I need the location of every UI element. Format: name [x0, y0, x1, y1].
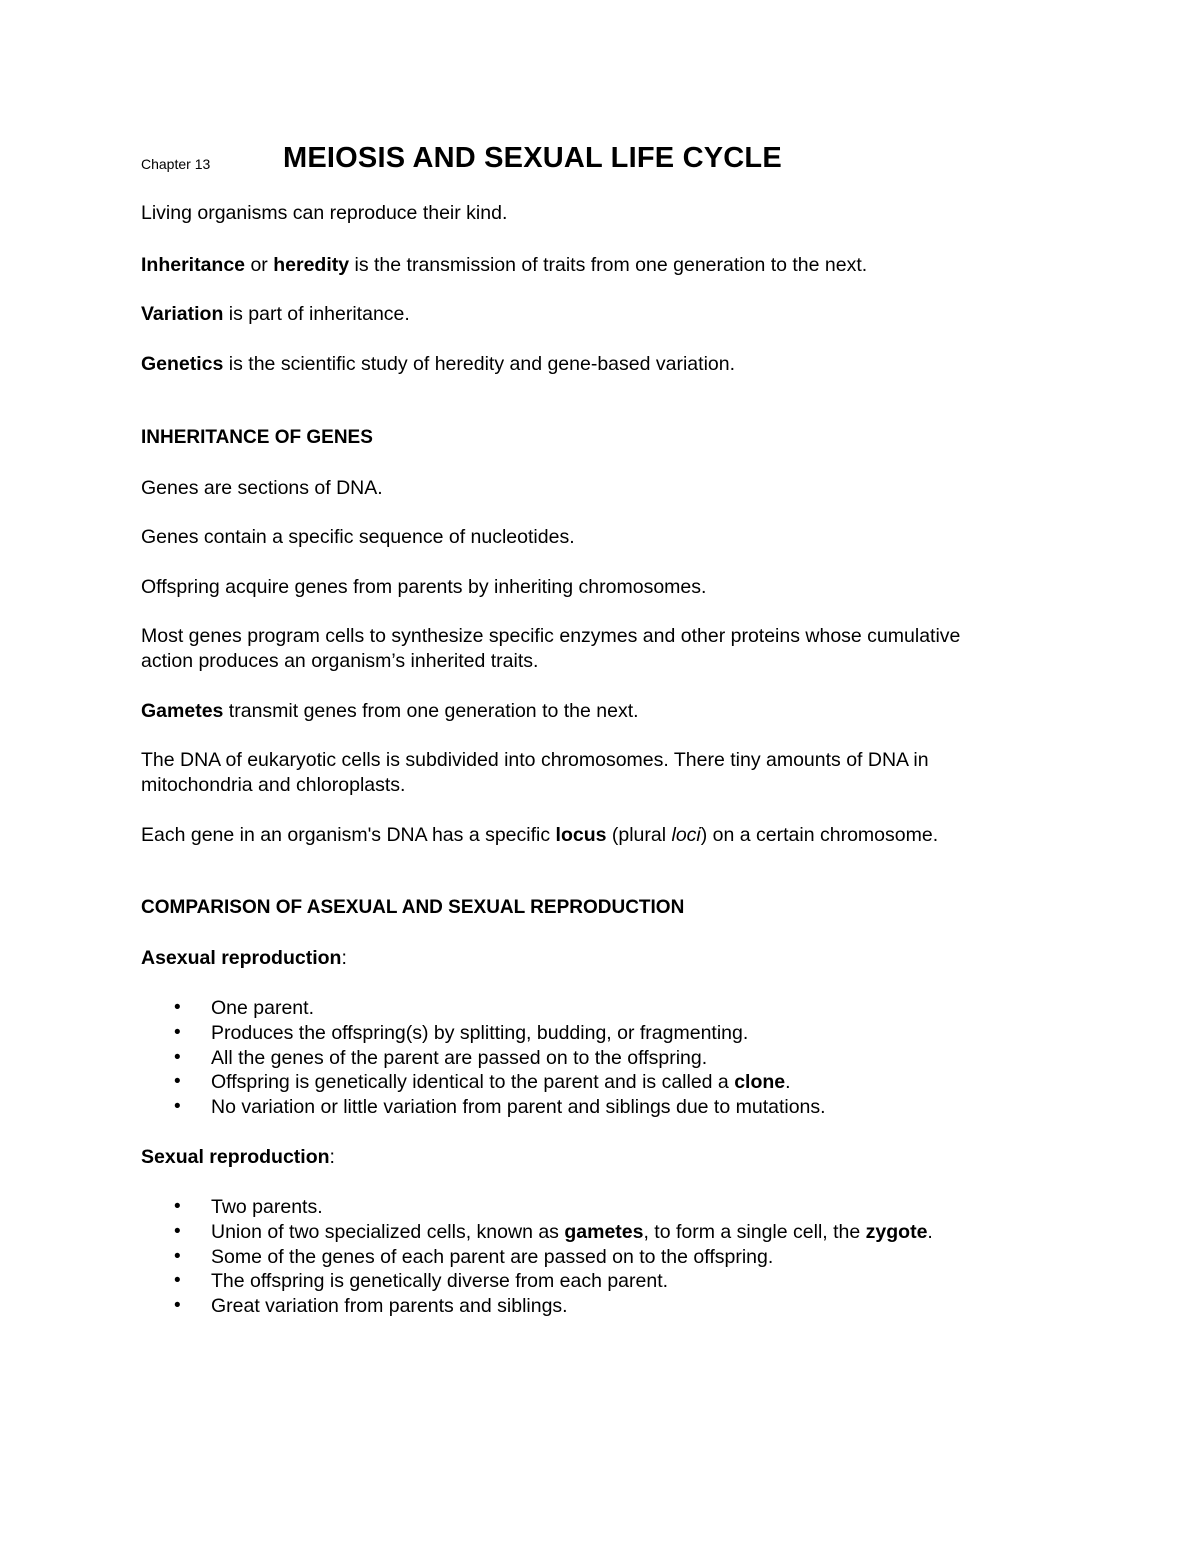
genes-paragraph-4: [141, 624, 1071, 674]
list-item-text: Some of the genes of each parent are passed on to the offspring.: [211, 1245, 774, 1268]
list-item: [141, 1021, 1071, 1046]
list-item-text: Great variation from parents and siblings.: [211, 1295, 568, 1318]
list-item-text: The offspring is genetically diverse from each parent.: [211, 1270, 669, 1293]
genes-paragraph-5: [141, 699, 1071, 724]
text-fragment: :: [329, 1146, 335, 1168]
list-item-text: Offspring is genetically identical to the parent and is called a: [211, 1071, 735, 1094]
sexual-label: [141, 1145, 1071, 1170]
term-inheritance: Inheritance: [141, 254, 246, 276]
text-fragment: is part of inheritance.: [223, 303, 410, 325]
text-line: action produces an organism’s inherited traits.: [141, 650, 539, 672]
text-fragment: transmit genes from one generation to the next.: [223, 700, 639, 722]
list-item-text: No variation or little variation from parent and siblings due to mutations.: [211, 1096, 826, 1119]
term-heredity: heredity: [273, 254, 350, 276]
bullet-icon: •: [174, 997, 181, 1018]
term-locus: locus: [555, 824, 607, 846]
term-zygote: zygote: [865, 1220, 928, 1243]
header-line: [141, 140, 1071, 184]
term-variation: Variation: [141, 303, 224, 325]
genes-paragraph-1: Genes are sections of DNA.: [141, 477, 383, 499]
list-item-text: All the genes of the parent are passed on to the offspring.: [211, 1046, 708, 1069]
genes-paragraph-6: [141, 748, 1071, 798]
bullet-icon: •: [174, 1196, 181, 1217]
list-item: [141, 1269, 1071, 1294]
text-line: The DNA of eukaryotic cells is subdivided into chromosomes. There tiny amounts of DNA in: [141, 749, 929, 771]
text-fragment: , to form a single cell, the: [643, 1220, 866, 1243]
list-item: [141, 1070, 1071, 1095]
list-item-text: Produces the offspring(s) by splitting, budding, or fragmenting.: [211, 1021, 749, 1044]
term-sexual-reproduction: Sexual reproduction: [141, 1146, 330, 1168]
text-line: Most genes program cells to synthesize specific enzymes and other proteins whose cumulative: [141, 625, 961, 647]
bullet-icon: •: [174, 1295, 181, 1317]
term-genetics: Genetics: [141, 353, 224, 375]
list-item: [141, 1294, 1071, 1319]
text-line: mitochondria and chloroplasts.: [141, 774, 406, 796]
list-item-text: Union of two specialized cells, known as: [211, 1220, 565, 1243]
genes-paragraph-7: [141, 823, 1071, 848]
bullet-icon: •: [174, 1046, 181, 1068]
bullet-icon: •: [174, 1071, 181, 1093]
intro-paragraph-4: [141, 352, 1071, 377]
bullet-icon: •: [174, 1220, 181, 1242]
bullet-icon: •: [174, 1270, 181, 1292]
asexual-label: [141, 946, 1071, 971]
term-loci: loci: [671, 824, 701, 846]
chapter-label: Chapter 13: [141, 156, 211, 172]
text-fragment: .: [927, 1220, 933, 1243]
list-item: [141, 1195, 1071, 1220]
asexual-list: [141, 996, 1071, 1120]
list-item: [141, 996, 1071, 1021]
text-fragment: :: [341, 947, 347, 969]
text-fragment: (plural: [606, 824, 672, 846]
section-heading-comparison: COMPARISON OF ASEXUAL AND SEXUAL REPRODUCTION: [141, 897, 685, 918]
term-gametes: Gametes: [141, 700, 224, 722]
term-clone: clone: [734, 1071, 786, 1094]
text-fragment: or: [245, 254, 274, 276]
text-fragment: is the scientific study of heredity and gene-based variation.: [223, 353, 736, 375]
text-fragment: ) on a certain chromosome.: [700, 824, 939, 846]
bullet-icon: •: [174, 1096, 181, 1118]
sexual-list: [141, 1195, 1071, 1319]
intro-paragraph-1: Living organisms can reproduce their kind.: [141, 202, 508, 224]
intro-paragraph-2: [141, 253, 1071, 278]
genes-paragraph-3: Offspring acquire genes from parents by inheriting chromosomes.: [141, 576, 707, 598]
list-item: [141, 1046, 1071, 1071]
text-fragment: .: [785, 1071, 791, 1094]
list-item: [141, 1245, 1071, 1270]
term-gametes-bullet: gametes: [564, 1220, 644, 1243]
intro-paragraph-3: [141, 302, 1071, 327]
list-item-text: One parent.: [211, 997, 314, 1019]
section-heading-inheritance: INHERITANCE OF GENES: [141, 427, 373, 448]
text-fragment: is the transmission of traits from one generation to the next.: [349, 254, 868, 276]
list-item: [141, 1220, 1071, 1245]
genes-paragraph-2: Genes contain a specific sequence of nucleotides.: [141, 526, 575, 548]
document-title: MEIOSIS AND SEXUAL LIFE CYCLE: [283, 142, 782, 174]
bullet-icon: •: [174, 1021, 181, 1043]
term-asexual-reproduction: Asexual reproduction: [141, 947, 342, 969]
list-item-text: Two parents.: [211, 1196, 323, 1218]
bullet-icon: •: [174, 1245, 181, 1267]
list-item: [141, 1095, 1071, 1120]
text-fragment: Each gene in an organism's DNA has a specific: [141, 824, 556, 846]
